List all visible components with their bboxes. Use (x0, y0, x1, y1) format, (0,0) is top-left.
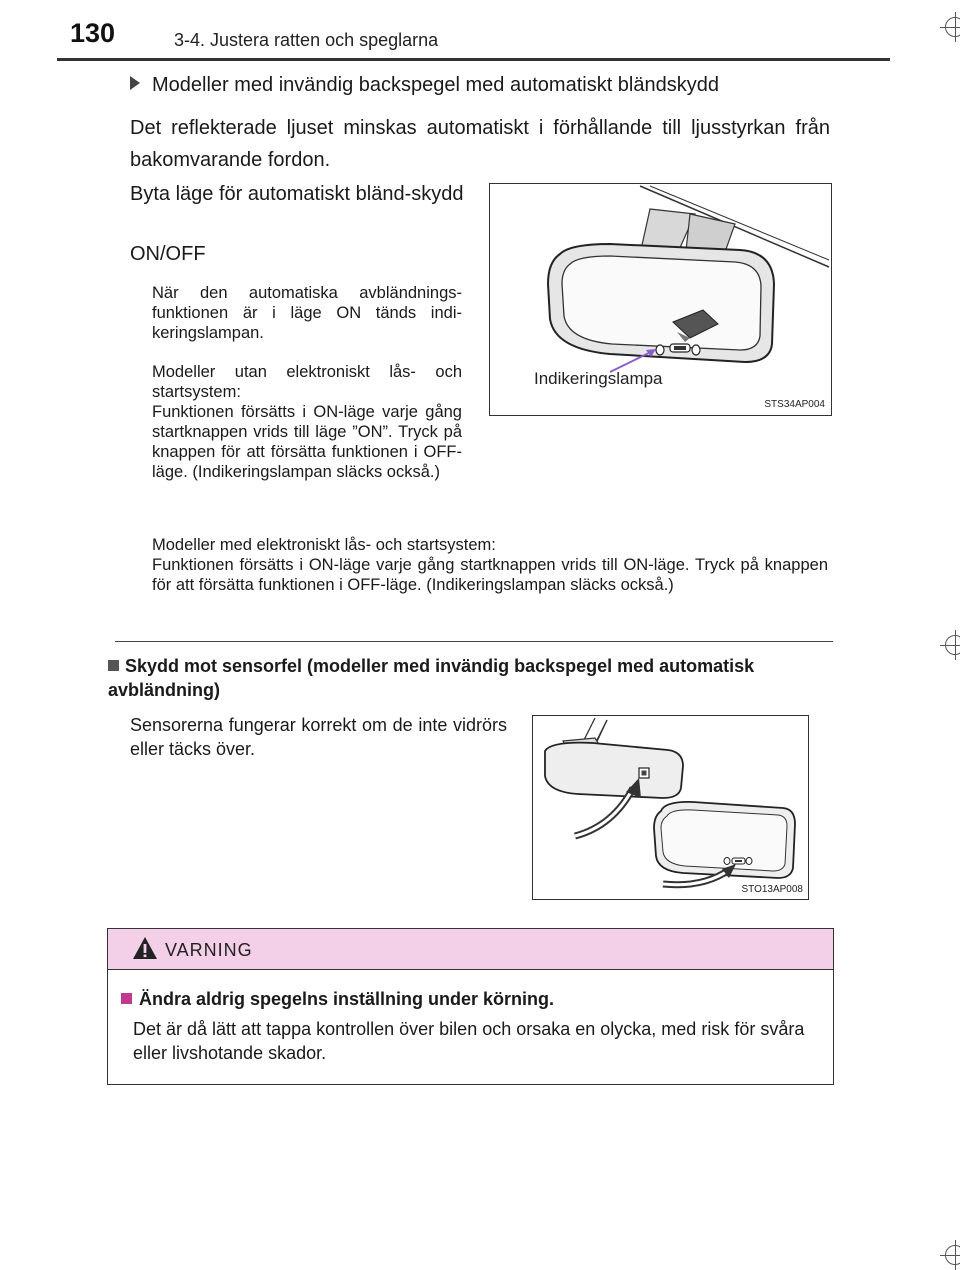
page-number: 130 (70, 18, 116, 48)
figure-code: STS34AP004 (764, 399, 825, 410)
warning-triangle-icon (132, 936, 158, 960)
sensor-heading: Skydd mot sensorfel (modeller med invändig backspegel med automatisk avbländning) (108, 656, 755, 700)
model-heading: Modeller med invändig backspegel med automatiskt bländskydd (130, 74, 719, 97)
section-title: 3-4. Justera ratten och speglarna (174, 30, 439, 50)
warning-box (107, 928, 834, 1085)
note-heading: Modeller med elektroniskt lås- och startsystem: (152, 536, 496, 554)
keyless-absent-note (152, 362, 462, 482)
sensor-figure (532, 715, 809, 900)
sensor-location-illustration (533, 716, 808, 899)
note-body: Funktionen försätts i ON-läge varje gång startknappen vrids till läge ”ON”. Tryck på knappen för att försätta funktionen i OFF-läge. (Indikeringslampan släcks också.) (152, 403, 462, 481)
warning-subheading: Ändra aldrig spegelns inställning under körning. (121, 989, 554, 1010)
header-rule (57, 58, 890, 61)
note-heading: Modeller utan elektroniskt lås- och startsystem: (152, 363, 462, 401)
intro-paragraph: Det reflekterade ljuset minskas automatiskt i förhållande till ljusstyrkan från bakomvarande fordon. (130, 117, 830, 171)
warning-title: VARNING (165, 940, 253, 960)
crop-mark-icon (940, 1240, 960, 1270)
figure-code: STO13AP008 (741, 884, 803, 895)
onoff-label: ON/OFF (130, 243, 206, 265)
keyless-present-note (152, 535, 828, 595)
indicator-callout: Indikeringslampa (534, 369, 663, 388)
switch-mode-label: Byta läge för automatiskt bländ-skydd (130, 183, 464, 205)
crop-mark-icon (940, 12, 960, 42)
note-body: Funktionen försätts i ON-läge varje gång startknappen vrids till ON-läge. Tryck på knappen för att försätta funktionen i OFF-läge. (Indikeringslampan släcks också.) (152, 556, 828, 594)
warning-header (108, 929, 833, 970)
square-bullet-icon (108, 660, 119, 671)
sensor-paragraph: Sensorerna fungerar korrekt om de inte vidrörs eller täcks över. (130, 715, 507, 759)
mirror-figure (489, 183, 832, 416)
warning-text: Det är då lätt att tappa kontrollen över bilen och orsaka en olycka, med risk för svåra eller livshotande skador. (133, 1019, 805, 1063)
crop-mark-icon (940, 630, 960, 660)
square-bullet-icon (121, 993, 132, 1004)
indicator-note: När den automatiska avbländnings-funktionen är i läge ON tänds indi-keringslampan. (152, 284, 462, 342)
triangle-bullet-icon (130, 76, 140, 90)
section-divider (115, 641, 833, 642)
